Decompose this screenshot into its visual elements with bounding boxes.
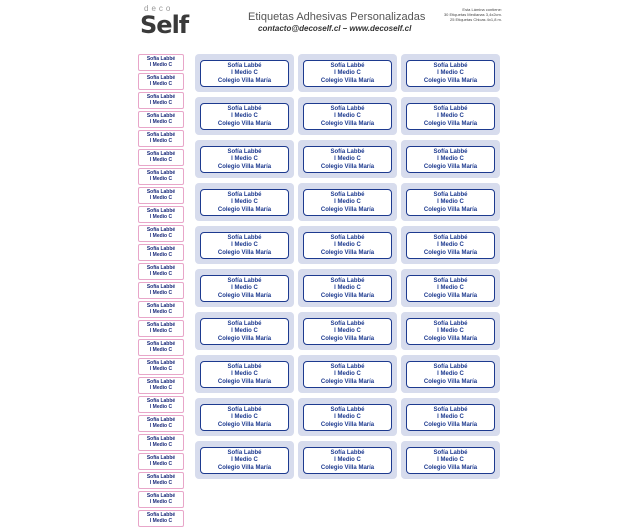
small-label-grade: I Medio C [149,81,173,87]
big-label [401,269,500,307]
big-label-school: Colegio Villa María [217,378,272,385]
small-label-name: Sofía Labbé [146,265,176,271]
small-label [138,168,184,185]
big-label-grade: I Medio C [437,457,464,463]
big-label-school: Colegio Villa María [320,206,375,213]
big-label-grade: I Medio C [231,242,258,248]
small-label-grade: I Medio C [149,119,173,125]
big-label-grade: I Medio C [437,199,464,205]
big-label-school: Colegio Villa María [217,77,272,84]
big-label-name: Sofía Labbé [227,62,262,69]
big-label-grade: I Medio C [231,70,258,76]
small-label [138,339,184,356]
big-label-grade: I Medio C [334,156,361,162]
big-label-name: Sofía Labbé [227,234,262,241]
big-label-grade: I Medio C [437,371,464,377]
big-label-name: Sofía Labbé [433,234,468,241]
big-label [298,226,397,264]
big-label-school: Colegio Villa María [423,335,478,342]
big-label-inner [406,232,495,259]
big-label-grade: I Medio C [334,285,361,291]
page-title: Etiquetas Adhesivas Personalizadas [248,11,426,23]
small-label-grade: I Medio C [149,290,173,296]
big-label-inner [406,447,495,474]
small-label-grade: I Medio C [149,100,173,106]
small-label [138,54,184,71]
big-label-grade: I Medio C [437,242,464,248]
small-label-grade: I Medio C [149,157,173,163]
big-label-name: Sofía Labbé [433,105,468,112]
big-label [401,183,500,221]
big-label-name: Sofía Labbé [433,277,468,284]
big-label [298,441,397,479]
small-label [138,396,184,413]
big-label [401,97,500,135]
big-label-school: Colegio Villa María [423,464,478,471]
big-label-school: Colegio Villa María [423,163,478,170]
big-label-school: Colegio Villa María [320,120,375,127]
big-label-school: Colegio Villa María [217,163,272,170]
big-label-grade: I Medio C [231,328,258,334]
big-label-inner [303,189,392,216]
big-label-grade: I Medio C [334,113,361,119]
small-label-name: Sofía Labbé [146,417,176,423]
big-label-school: Colegio Villa María [320,464,375,471]
big-label [401,54,500,92]
small-label-name: Sofía Labbé [146,360,176,366]
contact-line: contacto@decoself.cl – www.decoself.cl [258,24,412,33]
small-label-name: Sofía Labbé [146,455,176,461]
big-label-grade: I Medio C [437,328,464,334]
big-label-grade: I Medio C [231,113,258,119]
header [0,0,640,40]
big-label-inner [406,404,495,431]
logo-deco-text: deco [144,4,174,13]
big-label-grade: I Medio C [437,414,464,420]
big-label-name: Sofía Labbé [227,148,262,155]
big-label-inner [200,404,289,431]
big-label-name: Sofía Labbé [433,406,468,413]
big-label-grade: I Medio C [231,285,258,291]
small-label-grade: I Medio C [149,404,173,410]
big-label-inner [200,361,289,388]
small-label-grade: I Medio C [149,328,173,334]
big-label [401,441,500,479]
small-label-name: Sofía Labbé [146,474,176,480]
big-label-grade: I Medio C [334,70,361,76]
big-label [195,269,294,307]
small-label-name: Sofía Labbé [146,189,176,195]
big-label [401,398,500,436]
big-label-inner [200,103,289,130]
small-label [138,320,184,337]
big-label-name: Sofía Labbé [330,406,365,413]
small-label-grade: I Medio C [149,214,173,220]
small-label-name: Sofía Labbé [146,341,176,347]
small-label-grade: I Medio C [149,366,173,372]
big-label-grade: I Medio C [231,457,258,463]
big-label-name: Sofía Labbé [227,363,262,370]
small-label [138,415,184,432]
small-label [138,434,184,451]
big-label [195,54,294,92]
big-label-inner [303,232,392,259]
big-label-inner [303,60,392,87]
small-label-name: Sofía Labbé [146,512,176,518]
small-label-grade: I Medio C [149,195,173,201]
small-label [138,301,184,318]
big-label [195,441,294,479]
small-label-name: Sofía Labbé [146,208,176,214]
small-label [138,453,184,470]
big-label [298,140,397,178]
big-label [401,355,500,393]
small-label-name: Sofía Labbé [146,75,176,81]
small-label-name: Sofía Labbé [146,303,176,309]
big-label-name: Sofía Labbé [330,363,365,370]
small-label [138,510,184,527]
big-label-inner [303,361,392,388]
big-label [401,312,500,350]
big-label [195,355,294,393]
big-label-name: Sofía Labbé [433,148,468,155]
big-label-school: Colegio Villa María [320,249,375,256]
big-label-inner [303,318,392,345]
big-label-name: Sofía Labbé [227,105,262,112]
big-label-grade: I Medio C [231,414,258,420]
big-label-school: Colegio Villa María [423,249,478,256]
small-label-name: Sofía Labbé [146,227,176,233]
small-label [138,263,184,280]
big-label-inner [200,60,289,87]
small-label-grade: I Medio C [149,518,173,524]
big-label-name: Sofía Labbé [227,320,262,327]
small-label-name: Sofía Labbé [146,284,176,290]
big-label-name: Sofía Labbé [330,105,365,112]
big-label-grade: I Medio C [437,113,464,119]
big-label-school: Colegio Villa María [217,249,272,256]
big-label-name: Sofía Labbé [227,406,262,413]
big-label-inner [200,146,289,173]
big-label-name: Sofía Labbé [433,363,468,370]
big-label-name: Sofía Labbé [330,277,365,284]
big-label-grade: I Medio C [334,457,361,463]
big-label-school: Colegio Villa María [423,378,478,385]
big-label-inner [303,275,392,302]
small-label-grade: I Medio C [149,480,173,486]
big-label-grade: I Medio C [334,328,361,334]
big-label-school: Colegio Villa María [423,292,478,299]
big-label-school: Colegio Villa María [320,77,375,84]
big-label-inner [406,103,495,130]
big-label [195,226,294,264]
big-label [195,183,294,221]
big-label-grade: I Medio C [334,414,361,420]
big-label-school: Colegio Villa María [423,421,478,428]
big-label-school: Colegio Villa María [217,206,272,213]
small-label [138,206,184,223]
big-label-inner [200,189,289,216]
big-label-inner [406,361,495,388]
big-label-inner [200,447,289,474]
small-label-grade: I Medio C [149,461,173,467]
big-label [298,54,397,92]
big-label-name: Sofía Labbé [330,191,365,198]
big-label-school: Colegio Villa María [320,378,375,385]
big-label-inner [303,146,392,173]
big-label-school: Colegio Villa María [217,292,272,299]
small-label-name: Sofía Labbé [146,151,176,157]
small-label-grade: I Medio C [149,271,173,277]
note-line-2: 30 Etiquetas Medianas 3,4x2cm. [443,12,502,17]
small-label-name: Sofía Labbé [146,398,176,404]
big-label-school: Colegio Villa María [423,77,478,84]
big-label-inner [406,318,495,345]
big-labels-grid [195,54,500,479]
big-label-grade: I Medio C [334,371,361,377]
big-label-inner [406,146,495,173]
small-label-grade: I Medio C [149,347,173,353]
small-label-grade: I Medio C [149,309,173,315]
small-label-grade: I Medio C [149,176,173,182]
note-line-3: 25 Etiquetas Chicas 4x1,8 m. [449,17,502,22]
big-label [298,312,397,350]
big-label-grade: I Medio C [231,371,258,377]
logo-self-text: Self [140,11,189,39]
small-label [138,111,184,128]
decoself-logo [140,4,190,39]
big-label-inner [303,404,392,431]
small-label-grade: I Medio C [149,442,173,448]
small-label [138,377,184,394]
big-label-inner [200,232,289,259]
big-label-school: Colegio Villa María [423,120,478,127]
big-label-school: Colegio Villa María [217,421,272,428]
big-label-name: Sofía Labbé [433,320,468,327]
small-label-name: Sofía Labbé [146,436,176,442]
note-line-1: Esta Lámina contiene: [462,7,502,12]
big-label-inner [406,275,495,302]
big-label-school: Colegio Villa María [217,120,272,127]
sheet-contents-note [444,7,502,22]
big-label-school: Colegio Villa María [320,335,375,342]
big-label-name: Sofía Labbé [433,449,468,456]
big-label [195,97,294,135]
big-label [298,398,397,436]
big-label-name: Sofía Labbé [227,277,262,284]
small-label-name: Sofía Labbé [146,170,176,176]
big-label [195,312,294,350]
small-label [138,472,184,489]
small-label-name: Sofía Labbé [146,493,176,499]
small-label [138,73,184,90]
small-label [138,130,184,147]
big-label-grade: I Medio C [437,285,464,291]
big-label-name: Sofía Labbé [433,191,468,198]
small-label [138,358,184,375]
small-label-name: Sofía Labbé [146,113,176,119]
big-label-name: Sofía Labbé [330,148,365,155]
big-label-grade: I Medio C [334,242,361,248]
big-label-name: Sofía Labbé [330,62,365,69]
small-label-grade: I Medio C [149,385,173,391]
small-label-grade: I Medio C [149,62,173,68]
small-label-name: Sofía Labbé [146,132,176,138]
small-label-name: Sofía Labbé [146,322,176,328]
big-label-name: Sofía Labbé [227,191,262,198]
big-label-inner [406,189,495,216]
small-label-grade: I Medio C [149,233,173,239]
big-label [298,269,397,307]
big-label-school: Colegio Villa María [423,206,478,213]
big-label [298,355,397,393]
big-label [298,183,397,221]
big-label-inner [303,447,392,474]
big-label-school: Colegio Villa María [320,292,375,299]
big-label [195,398,294,436]
big-label-inner [303,103,392,130]
big-label-grade: I Medio C [231,156,258,162]
big-label-name: Sofía Labbé [330,449,365,456]
small-label [138,149,184,166]
big-label-inner [200,318,289,345]
small-label-grade: I Medio C [149,499,173,505]
big-label [298,97,397,135]
small-label [138,187,184,204]
big-label-school: Colegio Villa María [320,163,375,170]
big-label [401,140,500,178]
big-label-grade: I Medio C [437,156,464,162]
small-label [138,92,184,109]
big-label-name: Sofía Labbé [227,449,262,456]
small-label-grade: I Medio C [149,138,173,144]
big-label-school: Colegio Villa María [217,464,272,471]
small-label-name: Sofía Labbé [146,94,176,100]
big-label-grade: I Medio C [437,70,464,76]
big-label-name: Sofía Labbé [330,234,365,241]
small-label-name: Sofía Labbé [146,246,176,252]
small-label [138,244,184,261]
big-label-school: Colegio Villa María [320,421,375,428]
small-label-name: Sofía Labbé [146,379,176,385]
big-label-name: Sofía Labbé [433,62,468,69]
big-label [401,226,500,264]
big-label-grade: I Medio C [231,199,258,205]
big-label-inner [406,60,495,87]
small-label [138,225,184,242]
small-label-name: Sofía Labbé [146,56,176,62]
big-label-grade: I Medio C [334,199,361,205]
big-label [195,140,294,178]
small-labels-column [138,54,184,529]
big-label-name: Sofía Labbé [330,320,365,327]
big-label-inner [200,275,289,302]
big-label-school: Colegio Villa María [217,335,272,342]
small-label-grade: I Medio C [149,423,173,429]
small-label-grade: I Medio C [149,252,173,258]
small-label [138,282,184,299]
